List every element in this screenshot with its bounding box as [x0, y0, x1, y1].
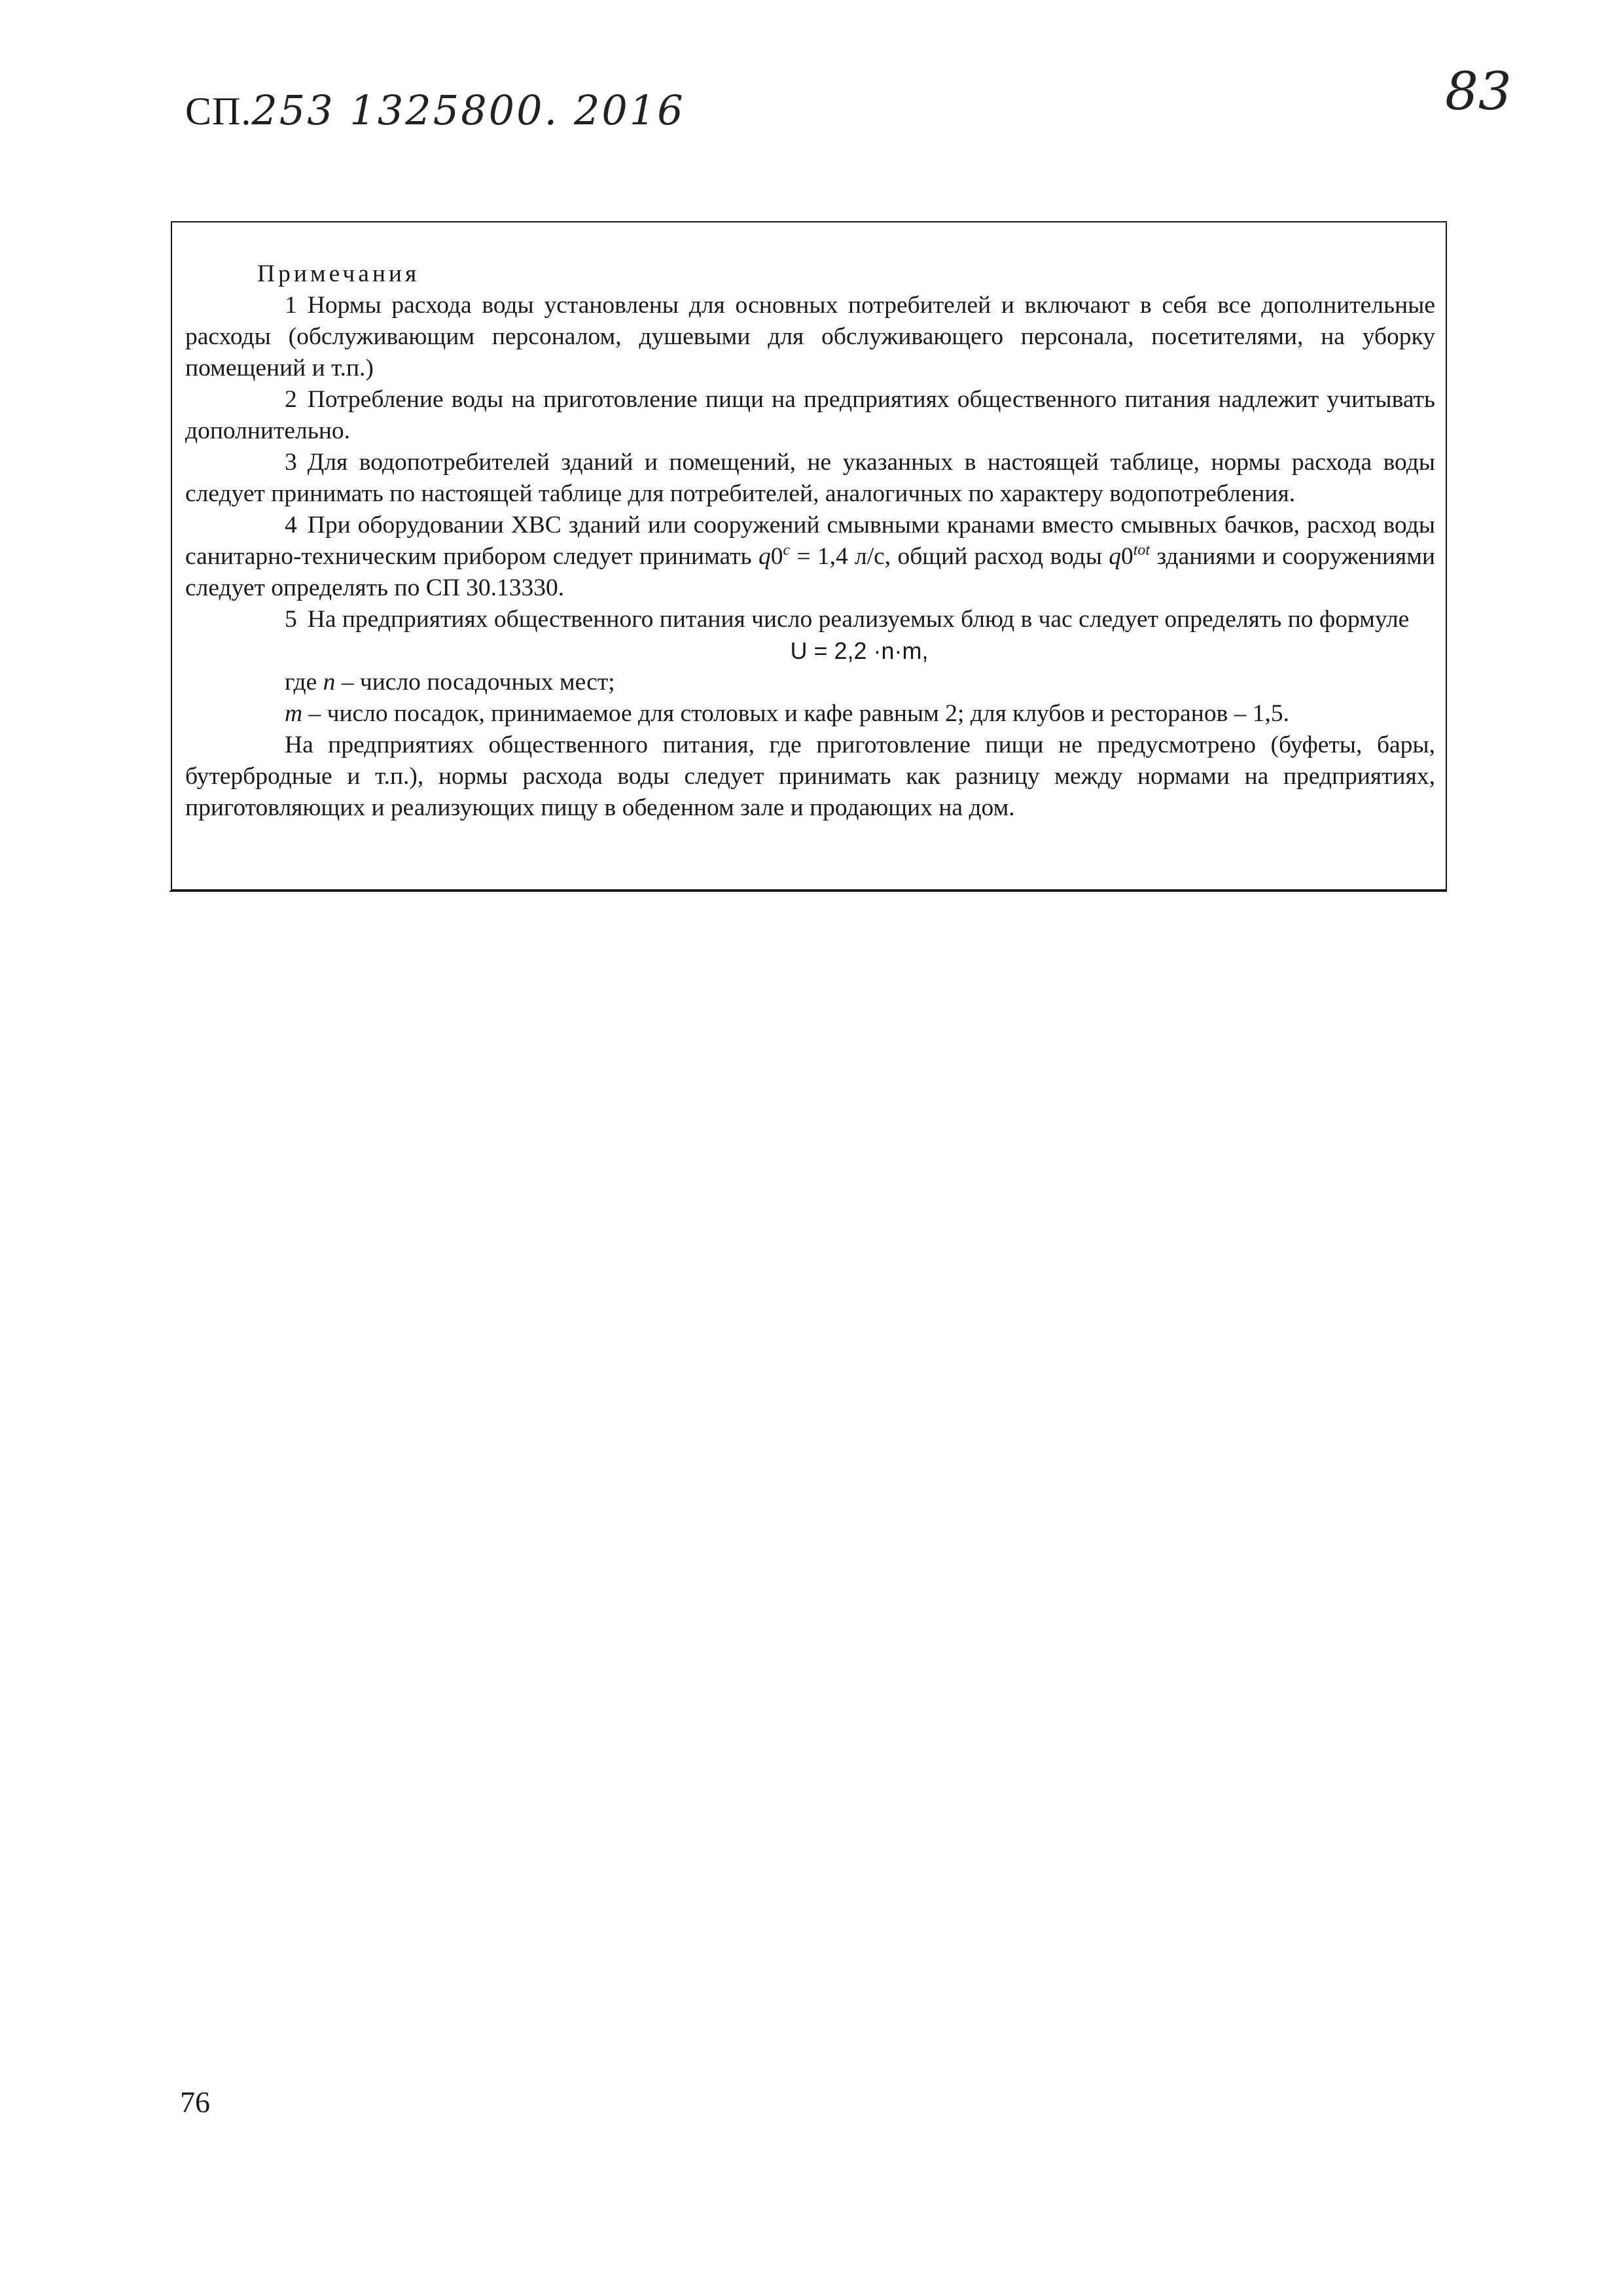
q-superscript-c: c	[783, 542, 791, 559]
n-symbol: n	[323, 669, 336, 696]
notes-content	[185, 258, 1435, 824]
where-prefix: где	[285, 669, 323, 696]
note-5	[185, 604, 1435, 635]
m-symbol: m	[285, 700, 303, 727]
note-3-number: 3	[285, 449, 297, 476]
note-5-text: На предприятиях общественного питания число реализуемых блюд в час следует определять по формуле	[307, 606, 1410, 633]
note-5-number: 5	[285, 606, 297, 633]
where-n-line	[185, 667, 1435, 698]
m-definition: – число посадок, принимаемое для столовых и кафе равным 2; для клубов и ресторанов – 1,5.	[302, 700, 1290, 727]
q-superscript-tot: tot	[1133, 542, 1150, 559]
document-code	[185, 86, 685, 134]
note-1-number: 1	[285, 292, 297, 319]
note-4-text-a: При оборудовании ХВС зданий или сооружений смывными кранами вместо смывных бачков, расход воды санитарно-техническим прибором следует принимать	[185, 512, 1435, 570]
notes-frame	[171, 221, 1447, 891]
q-subscript-total: 0	[1120, 543, 1133, 570]
note-2-text: Потребление воды на приготовление пищи на предприятиях общественного питания надлежит учитывать дополнительно.	[185, 386, 1435, 444]
note-4-text-c: зданиями и сооружениями следует определять по СП 30.13330.	[185, 543, 1435, 601]
document-code-handwritten: 253 1325800. 2016	[251, 86, 685, 134]
where-m-line	[185, 698, 1435, 730]
note-3-text: Для водопотребителей зданий и помещений, не указанных в настоящей таблице, нормы расхода воды следует принимать по настоящей таблице для потребителей, аналогичных по характеру водопотребления.	[185, 449, 1435, 507]
n-definition: – число посадочных мест;	[335, 669, 615, 696]
handwritten-page-number: 83	[1445, 61, 1512, 122]
document-code-prefix: СП.	[185, 90, 252, 133]
note-3	[185, 447, 1435, 510]
formula: U = 2,2 ·n·m,	[790, 637, 929, 664]
q-symbol-total: q	[1109, 543, 1121, 570]
note-4-number: 4	[285, 512, 297, 539]
note-1	[185, 290, 1435, 384]
note-2-number: 2	[285, 386, 297, 413]
page-number: 76	[180, 2085, 210, 2119]
notes-title: Примечания	[257, 260, 420, 287]
note-4	[185, 510, 1435, 604]
q-subscript: 0	[770, 543, 783, 570]
note-5-final: На предприятиях общественного питания, где приготовление пищи не предусмотрено (буфеты, бары, бутербродные и т.п.), нормы расхода воды следует принимать как разницу между нормами на предприятиях, приготовляющих и реализующих пищу в обеденном зале и продающих на дом.	[185, 732, 1435, 821]
note-1-text: Нормы расхода воды установлены для основных потребителей и включают в себя все дополнительные расходы (обслуживающим персоналом, душевыми для обслуживающего персонала, посетителями, на уборку помещений и т.п.)	[185, 292, 1435, 381]
note-4-text-b: = 1,4 л/с, общий расход воды	[790, 543, 1109, 570]
q-symbol: q	[758, 543, 771, 570]
note-2	[185, 384, 1435, 447]
